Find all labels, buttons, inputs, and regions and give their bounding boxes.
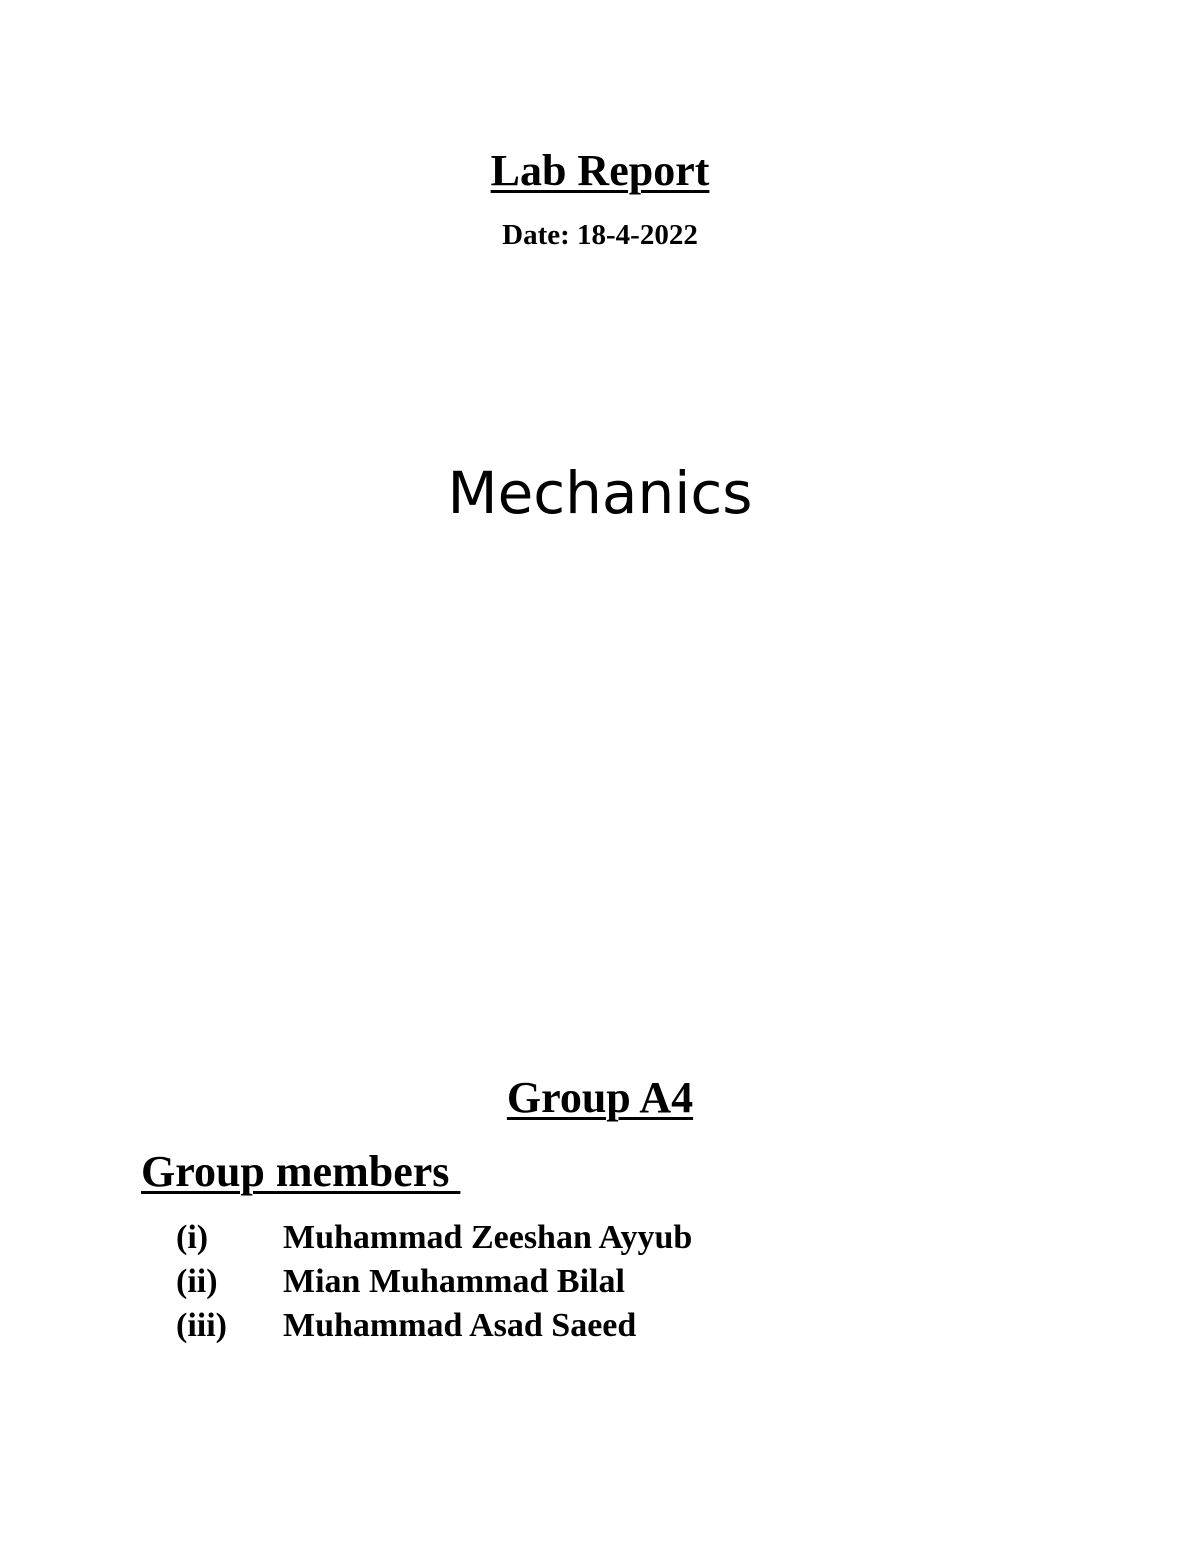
member-item: [0, 1216, 1000, 1260]
report-title: Lab Report: [490, 146, 710, 195]
member-name: Muhammad Zeeshan Ayyub: [283, 1219, 693, 1256]
member-marker: (iii): [176, 1307, 227, 1344]
member-name: Muhammad Asad Saeed: [283, 1307, 637, 1344]
member-item: [0, 1260, 1000, 1304]
member-marker: (ii): [176, 1263, 218, 1300]
group-name: Group A4: [506, 1073, 694, 1122]
member-item: [0, 1304, 1000, 1348]
member-marker: (i): [176, 1219, 209, 1256]
subject-title: Mechanics: [447, 459, 753, 527]
report-date: Date: 18-4-2022: [502, 219, 698, 251]
members-heading: Group members: [141, 1147, 461, 1196]
members-list: [0, 1216, 1000, 1348]
member-name: Mian Muhammad Bilal: [283, 1263, 625, 1300]
